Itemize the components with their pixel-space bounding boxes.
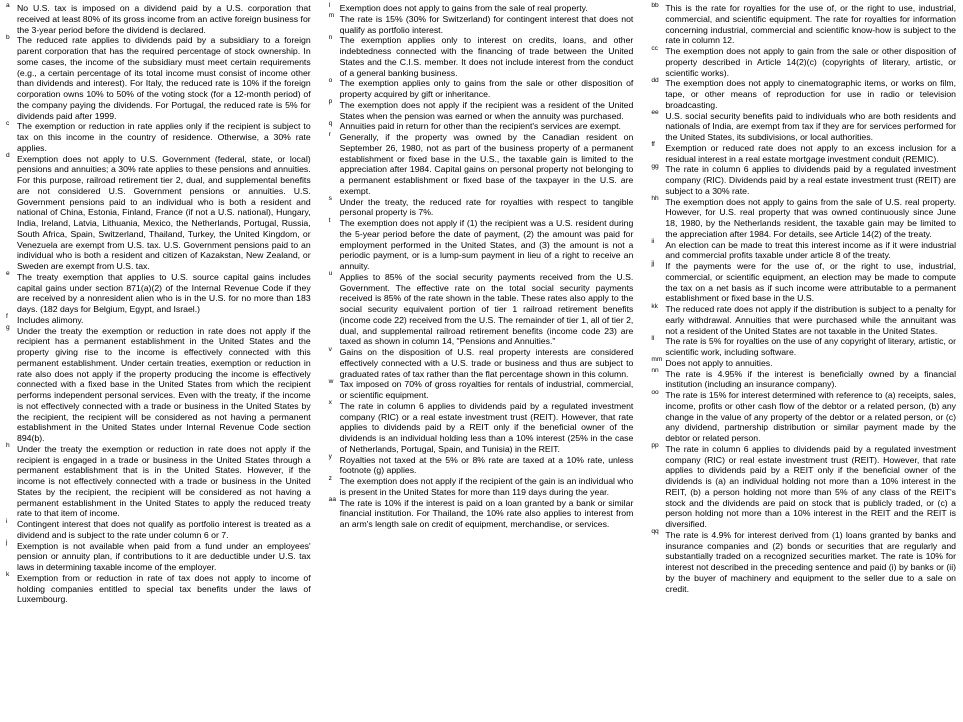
footnote-item — [328, 476, 634, 498]
footnote-item — [328, 379, 634, 401]
footnote-item — [650, 358, 956, 369]
footnote-text: Royalties not taxed at the 5% or 8% rate are taxed at a 10% rate, unless footnote (g) applies. — [339, 454, 634, 476]
footnote-marker: g — [6, 324, 10, 331]
footnote-marker: f — [6, 313, 8, 321]
footnote-marker: jj — [651, 259, 655, 267]
footnote-item — [650, 197, 956, 240]
footnote-item — [650, 143, 956, 165]
footnote-marker: c — [6, 119, 10, 127]
footnote-item — [328, 78, 634, 100]
footnote-item — [650, 46, 956, 78]
footnote-marker: oo — [651, 388, 659, 396]
footnote-marker: dd — [651, 76, 659, 84]
footnote-text: Contingent interest that does not qualify as portfolio interest is treated as a dividend and is subject to the rate under column 6 or 7. — [17, 519, 311, 540]
footnote-item — [650, 369, 956, 391]
footnote-item — [328, 100, 634, 122]
footnote-marker: o — [328, 76, 333, 84]
footnote-marker: bb — [651, 1, 659, 9]
footnote-marker: y — [328, 453, 332, 460]
footnote-text: Exemption from or reduction in rate of tax does not apply to income of holding companies entitled to special tax benefits under the laws of Luxembourg. — [17, 572, 311, 605]
footnote-item — [650, 444, 956, 530]
footnote-item — [650, 78, 956, 110]
footnote-item — [650, 164, 956, 196]
footnote-marker: b — [6, 33, 10, 41]
footnote-marker: r — [328, 130, 331, 138]
footnote-marker: d — [6, 152, 10, 159]
footnote-text: No U.S. tax is imposed on a dividend paid by a U.S. corporation that received at least 80% of its gross income from an active foreign business for the 3-year period before the dividend is declared. — [17, 3, 311, 35]
footnote-marker: w — [328, 377, 334, 385]
footnote-text: Tax imposed on 70% of gross royalties for rentals of industrial, commercial, or scientific equipment. — [339, 379, 634, 400]
footnote-text: The rate is 4.9% for interest derived from (1) loans granted by banks and insurance companies and (2) bonds or securities that are regularly and substantially traded on a recognized securities market. The rate is 10% for interest not described in the preceding sentence and paid (i) by banks or (ii) by the buyer of machinery and equipment to the seller due to a sale on credit. — [665, 529, 957, 594]
footnote-marker: k — [6, 571, 10, 579]
footnote-item — [650, 240, 956, 262]
footnote-text: The rate is 4.95% if the interest is beneficially owned by a financial institution (including an insurance company). — [665, 368, 957, 390]
footnote-text: The rate in column 6 applies to dividends paid by a regulated investment company (RIC) or a real estate investment trust (REIT). However, that rate applies to dividends paid by a REIT only if the beneficial owner of the dividends is an individual holding less than a 10% interest (25% in the case of Netherlands, Portugal, Spain, and Tunisia) in the REIT. — [339, 400, 634, 454]
footnote-item — [328, 347, 634, 379]
footnote-marker: x — [328, 399, 332, 407]
footnote-marker: j — [6, 539, 8, 546]
footnote-item — [328, 132, 634, 197]
footnote-text: Generally, if the property was owned by the Canadian resident on September 26, 1980, not as part of the business property of a permanent establishment or fixed base in the U.S., the taxable gain is limited to the appreciation after 1984. Capital gains on personal property not belonging to a permanent establishment or fixed base of the taxpayer in the U.S. are exempt. — [339, 132, 634, 196]
footnote-item — [328, 197, 634, 219]
footnote-item — [328, 218, 634, 272]
footnote-text: The rate is 10% if the interest is paid on a loan granted by a bank or similar financial institution. For Thailand, the 10% rate also applies to interest from an arm's length sale on credit of equipment, merchandise, or services. — [339, 497, 634, 529]
footnote-marker: hh — [651, 195, 659, 202]
footnote-marker: nn — [651, 367, 659, 374]
footnote-item — [5, 272, 311, 315]
footnote-marker: q — [328, 119, 333, 127]
footnote-item — [650, 261, 956, 304]
footnote-text: Does not apply to annuities. — [665, 357, 773, 368]
footnote-item — [5, 35, 311, 121]
footnote-text: Gains on the disposition of U.S. real property interests are considered effectively connected with a U.S. trade or business and thus are subject to graduated rates of tax rather than the flat percentage shown in this column. — [339, 347, 634, 379]
footnote-item — [650, 111, 956, 143]
footnote-text: The exemption does not apply if the recipient of the gain is an individual who is present in the United States for more than 119 days during the year. — [339, 476, 634, 497]
footnote-text: Includes alimony. — [17, 314, 84, 325]
footnote-text: The exemption does not apply if (1) the recipient was a U.S. resident during the 5-year period before the date of payment, (2) the amount was paid for employment performed in the United States, and (3) the amount is not a periodic payment, or is a lump-sum payment in lieu of a right to receive an annuity. — [339, 218, 634, 271]
footnote-text: U.S. social security benefits paid to individuals who are both residents and nationals of India, are exempt from tax if they are for services performed for the United States, its subdivisions, or local authorities. — [665, 110, 957, 142]
footnote-item — [5, 154, 311, 272]
footnote-column-3 — [650, 3, 956, 720]
footnote-marker: n — [328, 33, 333, 41]
footnote-item — [5, 326, 311, 444]
footnote-marker: kk — [651, 302, 658, 310]
footnote-item — [328, 455, 634, 477]
footnote-item — [650, 530, 956, 595]
footnote-item — [328, 3, 634, 14]
footnote-text: Annuities paid in return for other than the recipient's services are exempt. — [339, 121, 621, 132]
footnote-item — [5, 573, 311, 605]
footnote-text: The rate in column 6 applies to dividends paid by a regulated investment company (RIC) or real estate investment trust (REIT). However, that rate applies to dividends paid by a REIT only if the beneficial owner of the dividends is (a) an individual holding not more than a 10% interest in the REIT, (b) a person holding not more than 5% of any class of the REIT's stock and the dividends are paid on stock that is publicly traded, or (c) a person holding not more than a 10% interest in the REIT and the REIT is diversified. — [665, 443, 957, 529]
footnote-item — [328, 121, 634, 132]
footnote-marker: i — [6, 517, 8, 525]
footnote-item — [328, 272, 634, 347]
footnote-marker: t — [328, 216, 331, 224]
footnote-item — [650, 336, 956, 358]
footnote-marker: ff — [651, 141, 655, 149]
footnote-text: Exemption or reduced rate does not apply to an excess inclusion for a residual interest in a real estate mortgage investment conduit (REMIC). — [665, 142, 957, 164]
footnote-text: Exemption does not apply to U.S. Government (federal, state, or local) pensions and annuities; a 30% rate applies to these pensions and annuities. For this purpose, railroad retirement tier 2, dual, and supplemental benefits are not considered U.S. Government pensions or annuities. U.S. Government pensions paid to an individual who is both a resident and national of China, Estonia, Finland, France (if not a U.S. national), Hungary, India, Ireland, Latvia, Lithuania, Mexico, the Netherlands, Portugal, Russia, South Africa, Spain, Switzerland, Thailand, Turkey, the United Kingdom, or Venezuela are exempt from U.S. tax. U.S. Government pensions paid to an individual who is both a resident and citizen of Kazakstan, New Zealand, or Sweden are exempt from U.S. tax. — [17, 153, 311, 271]
footnote-item — [5, 315, 311, 326]
footnote-text: The rate in column 6 applies to dividends paid by a regulated investment company (RIC). Dividends paid by a real estate investment trust (REIT) are subject to a 30% rate. — [665, 164, 957, 196]
footnote-text: Under the treaty, the reduced rate for royalties with respect to tangible personal property is 7%. — [339, 196, 634, 218]
footnote-marker: ee — [651, 109, 659, 116]
footnote-text: The rate is 15% for interest determined with reference to (a) receipts, sales, income, profits or other cash flow of the debtor or a related person, (b) any change in the value of any property of the debtor or a related person, or (c) any dividend, partnership distribution or similar payment made by the debtor or related person. — [665, 390, 957, 443]
footnote-item — [328, 35, 634, 78]
footnote-marker: m — [328, 12, 335, 20]
footnote-item — [650, 304, 956, 336]
footnote-item — [328, 14, 634, 36]
footnote-marker: qq — [651, 528, 659, 536]
footnote-marker: p — [328, 98, 333, 106]
footnote-marker: v — [328, 345, 332, 353]
footnote-text: The reduced rate does not apply if the distribution is subject to a penalty for early withdrawal. Annuities that were purchased while the annuitant was not a resident of the United States are not taxable in the United States. — [665, 304, 957, 336]
footnote-item — [5, 444, 311, 519]
footnote-text: The exemption does not apply to gain from the sale or other disposition of property described in Article 14(2)(c) (copyrights of literary, artistic, or scientific works). — [665, 46, 957, 78]
footnote-column-1 — [5, 3, 311, 720]
footnote-marker: l — [328, 1, 331, 9]
footnote-text: The exemption or reduction in rate applies only if the recipient is subject to tax on this income in the country of residence. Otherwise, a 30% rate applies. — [17, 121, 311, 153]
footnote-text: The treaty exemption that applies to U.S. source capital gains includes capital gains under section 871(a)(2) of the Internal Revenue Code if they are received by a nonresident alien who is in the U.S. for no more than 183 days. (182 days for Belgium, Egypt, and Israel.) — [17, 271, 311, 314]
footnote-marker: ii — [651, 238, 655, 245]
footnote-marker: ll — [651, 334, 655, 342]
footnote-marker: u — [328, 270, 333, 278]
footnote-text: Exemption is not available when paid from a fund under an employees' pension or annuity plan, if contributions to it are deductible under U.S. tax laws in determining taxable income of the employer. — [17, 540, 311, 572]
footnote-item — [328, 401, 634, 455]
footnote-item — [5, 519, 311, 541]
footnote-text: The exemption does not apply to gains from the sale of U.S. real property. However, for U.S. real property that was owned continuously since June 18, 1980, by the Netherlands resident, the taxable gain may be limited to the appreciation after 1984. For details, see Article 14(2) of the treaty. — [665, 196, 957, 239]
footnote-marker: h — [6, 442, 10, 450]
footnote-text: An election can be made to treat this interest income as if it were industrial and commercial profits taxable under article 8 of the treaty. — [665, 239, 957, 261]
footnote-item — [650, 390, 956, 444]
footnote-text: Under the treaty the exemption or reduction in rate does not apply if the recipient is engaged in a trade or business in the United States through a permanent establishment that is in the United States. However, if the income is not effectively connected with a trade or business in the United States by the recipient, the recipient will be considered as not having a permanent establishment in the United States to apply the reduced treaty rate to that item of income. — [17, 443, 311, 519]
footnote-text: The exemption does not apply to cinematographic items, or works on film, tape, or other means of reproduction for use in radio or television broadcasting. — [665, 78, 957, 110]
footnote-item — [5, 3, 311, 35]
footnote-marker: cc — [651, 44, 658, 52]
footnote-marker: mm — [651, 356, 663, 364]
footnote-marker: gg — [651, 162, 659, 170]
footnote-text: The rate is 5% for royalties on the use of any copyright of literary, artistic, or scientific work, including software. — [665, 336, 957, 357]
footnote-text: The reduced rate applies to dividends paid by a subsidiary to a foreign parent corporation that has the required percentage of stock ownership. In some cases, the income of the subsidiary must meet certain requirements (e.g., a certain percentage of its total income must consist of income other than dividends and interest). For Italy, the reduced rate is 10% if the foreign corporation owns 10% to 50% of the voting stock (for a 12-month period) of the company paying the dividends. For Portugal, the reduced rate is 5% for dividends paid after 1999. — [17, 35, 311, 121]
footnote-item — [5, 541, 311, 573]
footnote-column-2 — [328, 3, 634, 720]
footnote-item — [650, 3, 956, 46]
footnote-text: Applies to 85% of the social security payments received from the U.S. Government. The effective rate on the total social security payments received is 85% of the rate shown in the table. These rates also apply to the social security equivalent portion of tier 1 railroad retirement benefits (income code 22) received from the U.S. The remainder of tier 1, all of tier 2, dual, and supplemental railroad retirement benefits (income code 23) are taxed as shown in column 14, "Pensions and Annuities." — [339, 271, 634, 347]
footnote-text: Under the treaty the exemption or reduction in rate does not apply if the recipient has a permanent establishment in the United States and the property giving rise to the income is effectively connected with this permanent establishment. Under certain treaties, exemption or reduction in rate also does not apply if the property producing the income is effectively connected with a fixed base in the United States from which the recipient performs independent personal services. Even with the treaty, if the income is not effectively connected with a trade or business in the United States by the recipient, the recipient will be considered as not having a permanent establishment in the United States under Internal Revenue Code section 894(b). — [17, 325, 311, 443]
footnote-text: The exemption does not apply if the recipient was a resident of the United States when the pension was earned or when the annuity was purchased. — [339, 99, 634, 121]
footnote-text: The exemption applies only to gains from the sale or other disposition of property acquired by gift or inheritance. — [339, 78, 634, 99]
footnote-marker: z — [328, 474, 332, 482]
footnote-item — [328, 498, 634, 530]
footnote-marker: a — [6, 1, 10, 9]
footnote-text: The exemption applies only to interest on credits, loans, and other indebtedness connected with the financing of trade between the United States and the C.I.S. member. It does not include interest from the conduct of a general banking business. — [339, 35, 634, 78]
footnote-text: The rate is 15% (30% for Switzerland) for contingent interest that does not qualify as portfolio interest. — [339, 13, 634, 35]
footnote-text: If the payments were for the use of, or the right to use, industrial, commercial, or scientific equipment, an election may be made to compute the tax on a net basis as if such income were attributable to a permanent establishment or fixed base in the U.S. — [665, 261, 957, 304]
footnote-text: This is the rate for royalties for the use of, or the right to use, industrial, commercial, and scientific equipment. The rate for royalties for information concerning industrial, commercial and scientific know-how is subject to the rate in column 12. — [665, 3, 957, 46]
footnote-text: Exemption does not apply to gains from the sale of real property. — [339, 3, 588, 13]
footnote-marker: pp — [651, 442, 659, 450]
footnote-item — [5, 121, 311, 153]
footnote-marker: aa — [328, 496, 337, 503]
footnote-marker: e — [6, 270, 10, 278]
footnote-marker: s — [328, 195, 332, 202]
